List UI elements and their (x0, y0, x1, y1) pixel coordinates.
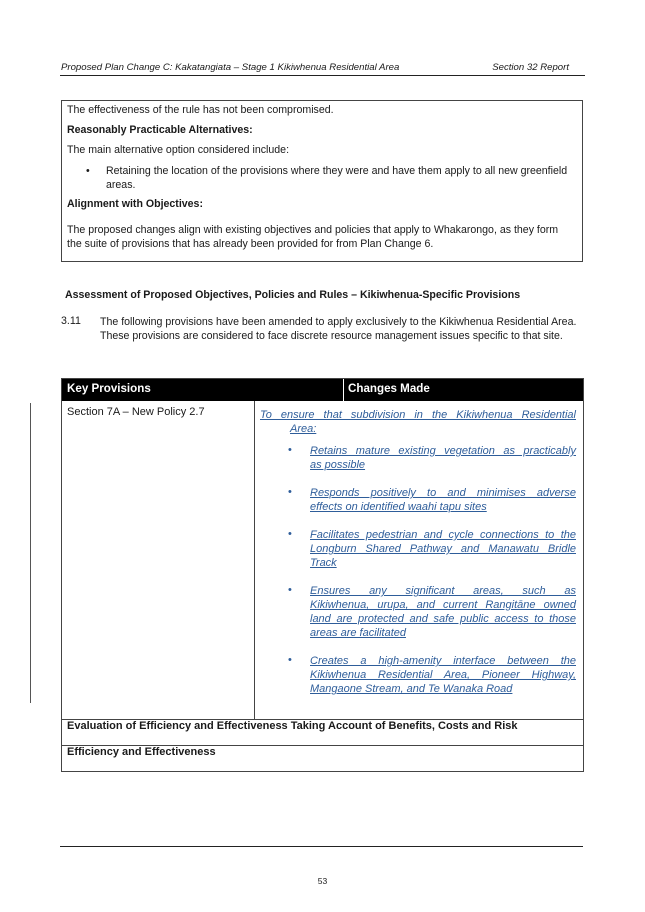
policy-intro-line1: To ensure that subdivision in the Kikiwhenua Residential (260, 409, 576, 421)
policy-item-line: Mangaone Stream, and Te Wanaka Road (310, 683, 513, 695)
table-header-row (62, 379, 583, 401)
provision-cell: Section 7A – New Policy 2.7 (67, 406, 205, 418)
bullet-icon: • (86, 165, 90, 177)
policy-item-line: Ensures any significant areas, such as (310, 585, 576, 597)
alternatives-heading: Reasonably Practicable Alternatives: (67, 124, 253, 136)
changes-cell (260, 408, 576, 696)
policy-intro-line2: Area: (290, 423, 317, 435)
bullet-icon: • (288, 584, 292, 596)
policy-item (260, 654, 576, 696)
header-rule (60, 75, 585, 76)
header-key-provisions: Key Provisions (67, 382, 151, 395)
policy-item-line: Kikiwhenua, urupa, and current Rangitāne owned (310, 599, 576, 611)
page-number: 53 (317, 876, 328, 886)
paragraph-number: 3.11 (61, 315, 81, 327)
alternative-bullet-line2: areas. (106, 179, 136, 191)
alignment-line1: The proposed changes align with existing objectives and policies that apply to Whakarongo, as they form (67, 224, 559, 236)
policy-item-line: as possible (310, 459, 366, 471)
policy-item-line: areas are facilitated (310, 627, 406, 639)
bullet-icon: • (288, 654, 292, 666)
paragraph-line1: The following provisions have been amended to apply exclusively to the Kikiwhenua Residential Area. (100, 316, 577, 328)
header-divider (343, 379, 344, 401)
policy-item-line: Kikiwhenua Residential Area, Pioneer Highway, (310, 669, 576, 681)
paragraph-text (100, 315, 586, 343)
policy-item-line: Longburn Shared Pathway and Manawatu Bridle (310, 543, 576, 555)
policy-item-line: Track (310, 557, 337, 569)
policy-item-line: effects on identified waahi tapu sites (310, 501, 487, 513)
policy-item-line: land are protected and safe public access to those (310, 613, 576, 625)
alternatives-box (61, 100, 583, 262)
policy-item-line: Retains mature existing vegetation as practicably (310, 445, 576, 457)
alignment-line2: the suite of provisions that has already been provided for from Plan Change 6. (67, 238, 434, 250)
efficiency-row: Efficiency and Effectiveness (67, 746, 216, 758)
provisions-table (61, 378, 584, 772)
change-margin-bar (30, 403, 31, 703)
header-changes-made: Changes Made (348, 382, 430, 395)
policy-item-line: Creates a high-amenity interface between the (310, 655, 576, 667)
bullet-icon: • (288, 444, 292, 456)
policy-item-line: Facilitates pedestrian and cycle connections to the (310, 529, 576, 541)
bullet-icon: • (288, 528, 292, 540)
footer-rule (60, 846, 583, 847)
assessment-heading: Assessment of Proposed Objectives, Policies and Rules – Kikiwhenua-Specific Provisions (65, 289, 521, 301)
alignment-heading: Alignment with Objectives: (67, 198, 203, 210)
policy-item-line: Responds positively to and minimises adverse (310, 487, 576, 499)
evaluation-row: Evaluation of Efficiency and Effectiveness Taking Account of Benefits, Costs and Risk (67, 720, 518, 732)
alternative-bullet-line1: Retaining the location of the provisions where they were and have them apply to all new greenfield (106, 165, 568, 177)
column-divider (254, 401, 255, 719)
paragraph-line2: These provisions are considered to face discrete resource management issues specific to that site. (100, 330, 563, 342)
policy-item (260, 528, 576, 570)
policy-item (260, 584, 576, 640)
policy-item (260, 486, 576, 514)
effectiveness-text: The effectiveness of the rule has not been compromised. (67, 104, 334, 116)
policy-item (260, 444, 576, 472)
bullet-icon: • (288, 486, 292, 498)
header-title: Proposed Plan Change C: Kakatangiata – Stage 1 Kikiwhenua Residential Area (61, 62, 400, 73)
policy-items (260, 444, 576, 696)
header-section: Section 32 Report (492, 62, 569, 73)
alternatives-intro: The main alternative option considered include: (67, 144, 290, 156)
